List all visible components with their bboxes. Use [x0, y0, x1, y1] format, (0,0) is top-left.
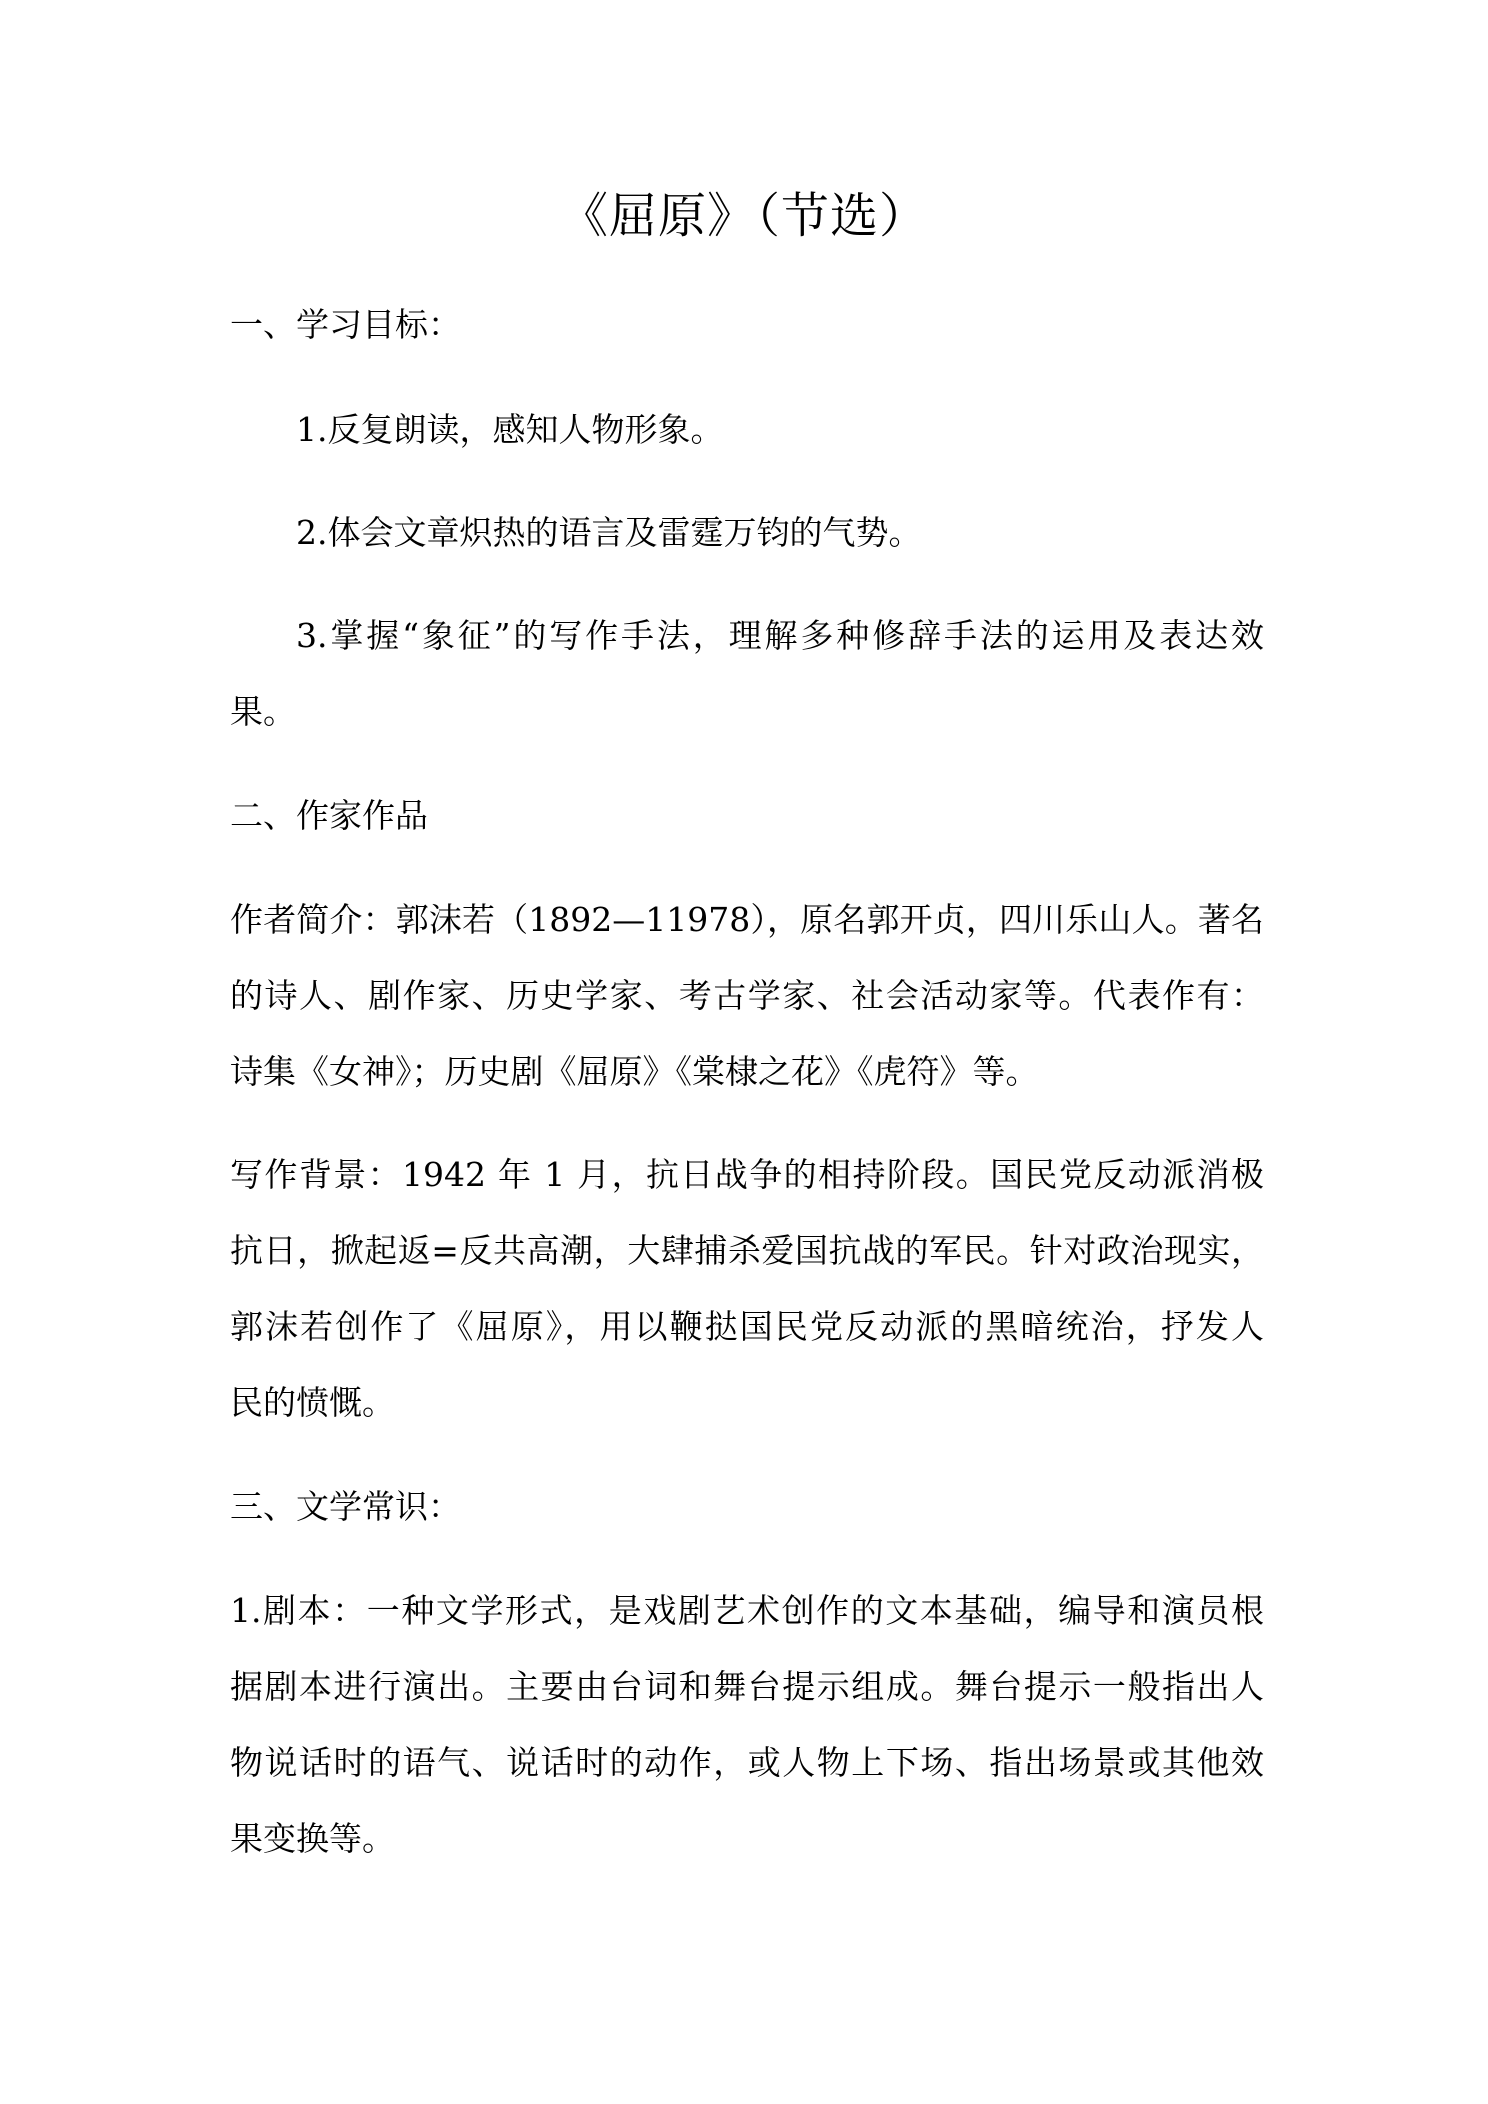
script-definition-line-2: 据剧本进行演出。主要由台词和舞台提示组成。舞台提示一般指出人 [230, 1667, 1264, 1706]
author-intro-line-3: 诗集《女神》；历史剧《屈原》《棠棣之花》《虎符》等。 [230, 1052, 1039, 1091]
goal-item-3-line-1: 3.掌握“象征”的写作手法，理解多种修辞手法的运用及表达效 [296, 616, 1264, 655]
background-line-2: 抗日，掀起返=反共高潮，大肆捕杀爱国抗战的军民。针对政治现实， [230, 1231, 1264, 1270]
script-definition-line-1: 1.剧本：一种文学形式，是戏剧艺术创作的文本基础，编导和演员根 [230, 1591, 1264, 1630]
background-line-1: 写作背景：1942 年 1 月，抗日战争的相持阶段。国民党反动派消极 [230, 1155, 1264, 1194]
section-heading-literary-knowledge: 三、文学常识： [230, 1487, 461, 1526]
author-intro-line-2: 的诗人、剧作家、历史学家、考古学家、社会活动家等。代表作有： [230, 976, 1264, 1015]
section-heading-learning-goals: 一、学习目标： [230, 305, 461, 344]
script-definition-line-4: 果变换等。 [230, 1819, 395, 1858]
goal-item-3-line-2: 果。 [230, 692, 296, 731]
background-line-3: 郭沫若创作了《屈原》，用以鞭挞国民党反动派的黑暗统治，抒发人 [230, 1307, 1264, 1346]
document-title: 《屈原》（节选） [559, 188, 928, 244]
script-definition-line-3: 物说话时的语气、说话时的动作，或人物上下场、指出场景或其他效 [230, 1743, 1264, 1782]
goal-item-2: 2.体会文章炽热的语言及雷霆万钧的气势。 [296, 513, 922, 552]
section-heading-author-works: 二、作家作品 [230, 796, 428, 835]
background-line-4: 民的愤慨。 [230, 1383, 395, 1422]
author-intro-line-1: 作者简介：郭沫若（1892—11978），原名郭开贞，四川乐山人。著名 [230, 900, 1264, 939]
goal-item-1: 1.反复朗读，感知人物形象。 [296, 410, 724, 449]
